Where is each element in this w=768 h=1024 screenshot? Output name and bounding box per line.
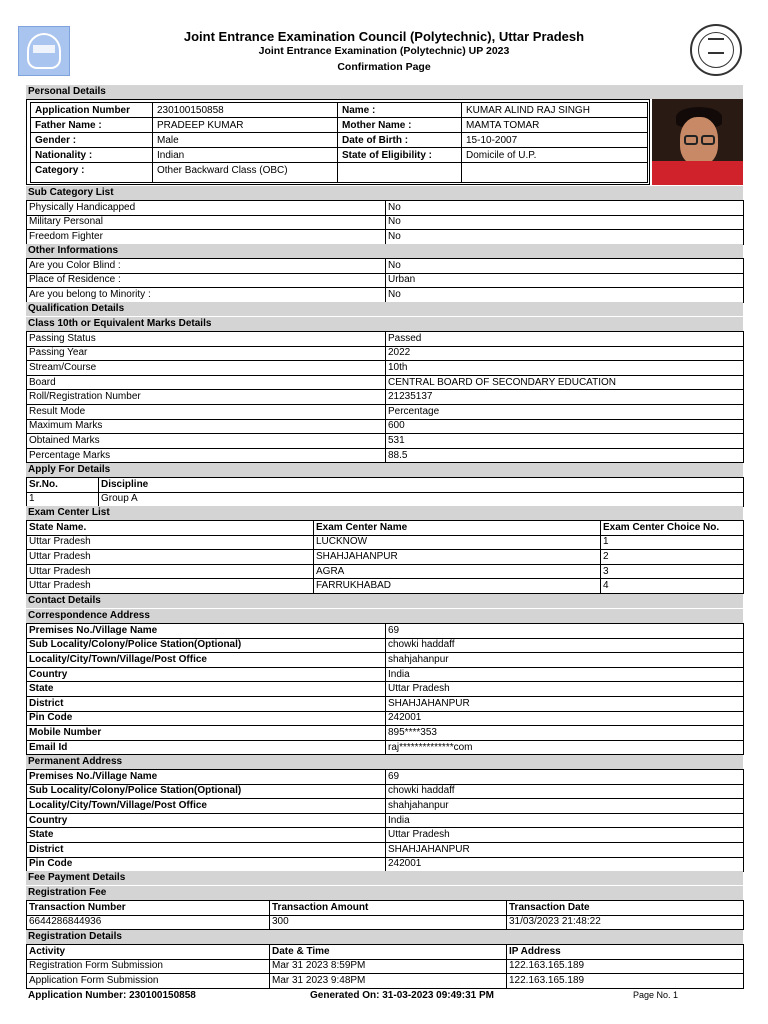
field-value: Percentage [386,404,744,419]
column-header: Transaction Number [27,901,270,916]
table-row [27,740,744,755]
field-value: Mar 31 2023 8:59PM [270,959,507,974]
column-header: Activity [27,945,270,960]
field-label: Country [27,813,386,828]
table-row [27,564,744,579]
table-row [27,259,744,274]
field-value: Mar 31 2023 9:48PM [270,974,507,989]
table-row [27,726,744,741]
field-value: Domicile of U.P. [462,148,648,163]
field-value: Male [153,133,338,148]
field-value: No [386,201,744,216]
fee-table [26,900,744,930]
field-value: SHAHJAHANPUR [314,550,601,565]
footer-application-number: Application Number: 230100150858 [28,990,196,1001]
page-title: Confirmation Page [337,61,431,73]
field-label: Premises No./Village Name [27,770,386,785]
field-label: Passing Status [27,332,386,347]
table-row [27,550,744,565]
field-value: India [386,813,744,828]
table-row [27,404,744,419]
field-value: 3 [601,564,744,579]
footer-generated-on: Generated On: 31-03-2023 09:49:31 PM [310,990,494,1001]
section-class-10th: Class 10th or Equivalent Marks Details [26,317,743,331]
section-sub-category: Sub Category List [26,186,743,200]
field-value: FARRUKHABAD [314,579,601,594]
permanent-address-table [26,769,744,872]
field-label: District [27,696,386,711]
table-row [27,696,744,711]
table-row [27,434,744,449]
field-value: 122.163.165.189 [507,974,744,989]
field-value: shahjahanpur [386,653,744,668]
table-row [27,579,744,594]
field-label: Sub Locality/Colony/Police Station(Optional) [27,638,386,653]
field-value: 21235137 [386,390,744,405]
footer-page-number: Page No. 1 [633,990,679,1000]
table-row [27,799,744,814]
field-value: MAMTA TOMAR [462,118,648,133]
field-label: Are you belong to Minority : [27,288,386,303]
field-value: 69 [386,624,744,639]
table-row [27,535,744,550]
field-value: India [386,667,744,682]
table-row [27,638,744,653]
field-label: Roll/Registration Number [27,390,386,405]
field-value: chowki haddaff [386,784,744,799]
field-value: Passed [386,332,744,347]
field-value: AGRA [314,564,601,579]
field-value: Registration Form Submission [27,959,270,974]
field-label: District [27,842,386,857]
section-permanent-address: Permanent Address [26,755,743,769]
field-label: Name : [338,103,462,118]
field-value: 1 [27,492,99,507]
field-label: Obtained Marks [27,434,386,449]
field-label: Board [27,375,386,390]
field-value: 600 [386,419,744,434]
table-row [27,230,744,245]
field-label: Nationality : [31,148,153,163]
table-header-row [27,901,744,916]
field-label: Maximum Marks [27,419,386,434]
qualification-table [26,331,744,463]
field-label: State [27,828,386,843]
field-label: Date of Birth : [338,133,462,148]
section-registration-fee: Registration Fee [26,886,743,900]
table-row [27,624,744,639]
field-value: chowki haddaff [386,638,744,653]
field-value: SHAHJAHANPUR [386,842,744,857]
field-value: 122.163.165.189 [507,959,744,974]
field-value [462,163,648,183]
table-row [27,857,744,872]
page-header [0,0,768,84]
field-value: raj**************com [386,740,744,755]
sub-category-table [26,200,744,245]
field-label: State [27,682,386,697]
personal-details-table [30,102,648,183]
field-value: 88.5 [386,448,744,463]
field-value: 531 [386,434,744,449]
table-row [27,842,744,857]
table-row [27,419,744,434]
field-value: Indian [153,148,338,163]
section-correspondence-address: Correspondence Address [26,609,743,623]
field-value: 15-10-2007 [462,133,648,148]
state-emblem-logo [690,24,742,76]
field-label [338,163,462,183]
section-qualification-details: Qualification Details [26,302,743,316]
field-value: 242001 [386,857,744,872]
exam-center-table [26,520,744,594]
section-personal-details: Personal Details [26,85,743,99]
table-row [27,332,744,347]
field-value: 4 [601,579,744,594]
field-label: Percentage Marks [27,448,386,463]
field-value: 895****353 [386,726,744,741]
column-header: State Name. [27,521,314,536]
table-row [27,288,744,303]
field-value: shahjahanpur [386,799,744,814]
field-label: Mobile Number [27,726,386,741]
section-contact-details: Contact Details [26,594,743,608]
table-row [27,828,744,843]
table-row [27,653,744,668]
field-value: 6644286844936 [27,915,270,930]
field-value: SHAHJAHANPUR [386,696,744,711]
section-fee-payment: Fee Payment Details [26,871,743,885]
field-value: Uttar Pradesh [27,564,314,579]
column-header: Transaction Amount [270,901,507,916]
field-label: Email Id [27,740,386,755]
field-value: Application Form Submission [27,974,270,989]
field-value: Uttar Pradesh [27,579,314,594]
column-header: Sr.No. [27,478,99,493]
field-label: Stream/Course [27,361,386,376]
table-header-row [27,945,744,960]
field-label: Category : [31,163,153,183]
table-row [27,361,744,376]
field-value: 2022 [386,346,744,361]
council-title: Joint Entrance Examination Council (Polytechnic), Uttar Pradesh [183,29,585,44]
table-row [27,974,744,989]
column-header: Date & Time [270,945,507,960]
field-value: PRADEEP KUMAR [153,118,338,133]
field-label: Mother Name : [338,118,462,133]
section-apply-for: Apply For Details [26,463,743,477]
field-label: Physically Handicapped [27,201,386,216]
column-header: Exam Center Name [314,521,601,536]
field-label: Locality/City/Town/Village/Post Office [27,799,386,814]
field-value: Urban [386,273,744,288]
field-label: Result Mode [27,404,386,419]
table-row [27,682,744,697]
field-value: Uttar Pradesh [386,682,744,697]
table-row [27,770,744,785]
field-label: Pin Code [27,711,386,726]
candidate-photo [652,99,743,185]
table-row [27,215,744,230]
table-row [31,163,648,183]
table-row [31,133,648,148]
column-header: IP Address [507,945,744,960]
field-label: Father Name : [31,118,153,133]
exam-title: Joint Entrance Examination (Polytechnic) UP 2023 [258,45,510,57]
field-value: 31/03/2023 21:48:22 [507,915,744,930]
table-row [27,813,744,828]
field-value: 1 [601,535,744,550]
field-value: 300 [270,915,507,930]
section-other-informations: Other Informations [26,244,743,258]
correspondence-address-table [26,623,744,755]
field-value: CENTRAL BOARD OF SECONDARY EDUCATION [386,375,744,390]
field-label: Gender : [31,133,153,148]
field-label: Passing Year [27,346,386,361]
field-value: No [386,215,744,230]
field-label: Freedom Fighter [27,230,386,245]
table-row [27,201,744,216]
field-value: 69 [386,770,744,785]
field-value: Uttar Pradesh [386,828,744,843]
section-registration-details: Registration Details [26,930,743,944]
table-header-row [27,478,744,493]
field-label: State of Eligibility : [338,148,462,163]
field-label: Country [27,667,386,682]
field-value: Uttar Pradesh [27,535,314,550]
table-row [27,273,744,288]
field-label: Military Personal [27,215,386,230]
column-header: Exam Center Choice No. [601,521,744,536]
field-value: 10th [386,361,744,376]
field-label: Application Number [31,103,153,118]
table-row [27,667,744,682]
table-row [27,784,744,799]
field-value: Group A [99,492,744,507]
field-value: 2 [601,550,744,565]
field-label: Locality/City/Town/Village/Post Office [27,653,386,668]
field-value: No [386,288,744,303]
table-row [27,711,744,726]
field-value: KUMAR ALIND RAJ SINGH [462,103,648,118]
table-row [27,959,744,974]
table-row [31,103,648,118]
field-label: Sub Locality/Colony/Police Station(Optional) [27,784,386,799]
field-label: Place of Residence : [27,273,386,288]
table-row [31,148,648,163]
table-header-row [27,521,744,536]
field-label: Premises No./Village Name [27,624,386,639]
field-value: Other Backward Class (OBC) [153,163,338,183]
table-row [27,915,744,930]
field-label: Pin Code [27,857,386,872]
field-value: LUCKNOW [314,535,601,550]
table-row [27,390,744,405]
other-informations-table [26,258,744,303]
field-label: Are you Color Blind : [27,259,386,274]
field-value: 230100150858 [153,103,338,118]
field-value: 242001 [386,711,744,726]
table-row [31,118,648,133]
table-row [27,448,744,463]
column-header: Discipline [99,478,744,493]
field-value: No [386,230,744,245]
column-header: Transaction Date [507,901,744,916]
section-exam-center-list: Exam Center List [26,506,743,520]
field-value: Uttar Pradesh [27,550,314,565]
registration-table [26,944,744,989]
field-value: No [386,259,744,274]
table-row [27,492,744,507]
apply-for-table [26,477,744,507]
table-row [27,375,744,390]
table-row [27,346,744,361]
